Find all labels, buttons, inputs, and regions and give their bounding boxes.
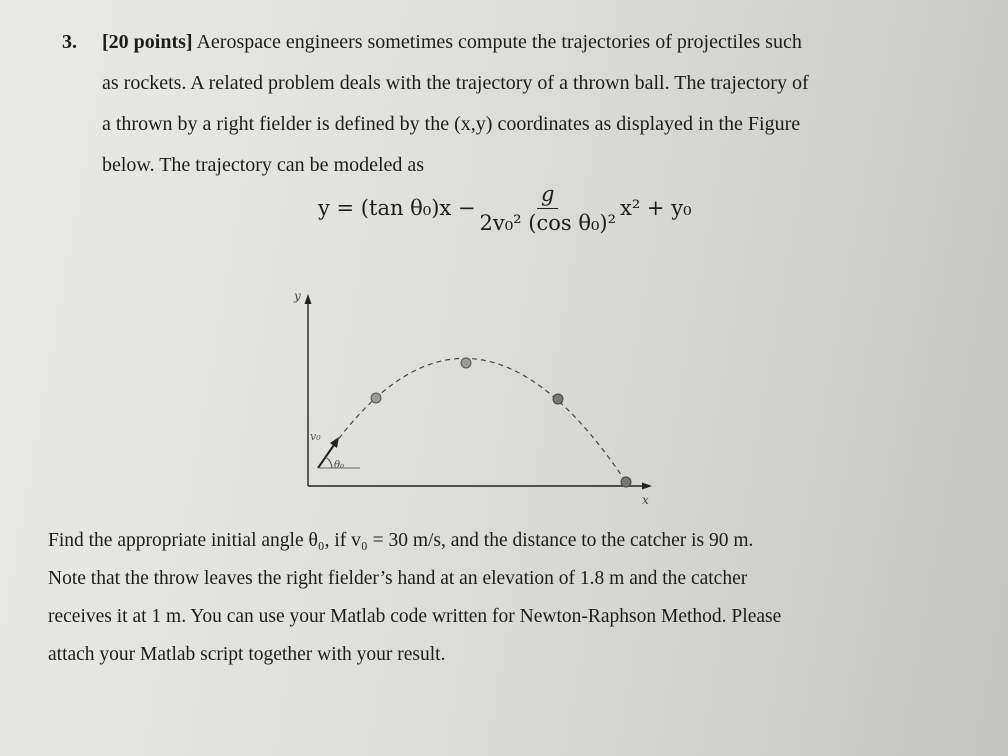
question-line-3: receives it at 1 m. You can use your Matlab code written for Newton-Raphson Method. Please: [48, 606, 782, 627]
question-line-2: Note that the throw leaves the right fielder’s hand at an elevation of 1.8 m and the catcher: [48, 568, 748, 589]
y-axis-arrow-icon: [305, 294, 312, 304]
equation-numerator: g: [537, 182, 558, 209]
x-axis-arrow-icon: [642, 483, 652, 490]
problem-line-3: a thrown by a right fielder is defined by the (x,y) coordinates as displayed in the Figure: [102, 113, 801, 135]
question-line-4: attach your Matlab script together with your result.: [48, 644, 446, 665]
problem-text-1: Aerospace engineers sometimes compute the trajectories of projectiles such: [196, 31, 802, 53]
problem-statement: [62, 22, 922, 186]
trajectory-equation: [318, 178, 692, 238]
problem-number: 3.: [62, 31, 77, 53]
ball-position-1: [371, 393, 381, 403]
x-axis-label: x: [642, 493, 649, 507]
problem-line-4: below. The trajectory can be modeled as: [102, 154, 425, 176]
velocity-arrow-icon: [330, 437, 339, 448]
ball-position-2: [461, 358, 471, 368]
trajectory-figure: [280, 280, 680, 510]
ball-position-3: [553, 394, 563, 404]
trajectory-path: [318, 358, 626, 482]
equation-denominator: 2v₀² (cos θ₀)²: [479, 210, 616, 235]
equation-lhs: y = (tan θ₀)x −: [318, 196, 476, 220]
problem-line-2: as rockets. A related problem deals with the trajectory of a thrown ball. The trajectory of: [102, 72, 809, 94]
angle-arc: [327, 458, 332, 468]
problem-points: [20 points]: [102, 31, 193, 53]
problem-line-1: [62, 22, 922, 63]
question-line-1: Find the appropriate initial angle θ₀, if v₀ = 30 m/s, and the distance to the catcher is 90 m.: [48, 530, 754, 551]
v0-label: v₀: [310, 430, 321, 443]
ball-position-4: [621, 477, 631, 487]
equation-rhs: x² + y₀: [620, 196, 692, 220]
y-axis-label: y: [294, 289, 301, 303]
equation-fraction: [480, 182, 616, 235]
question-text: [48, 522, 928, 674]
theta-label: θ₀: [334, 460, 345, 471]
